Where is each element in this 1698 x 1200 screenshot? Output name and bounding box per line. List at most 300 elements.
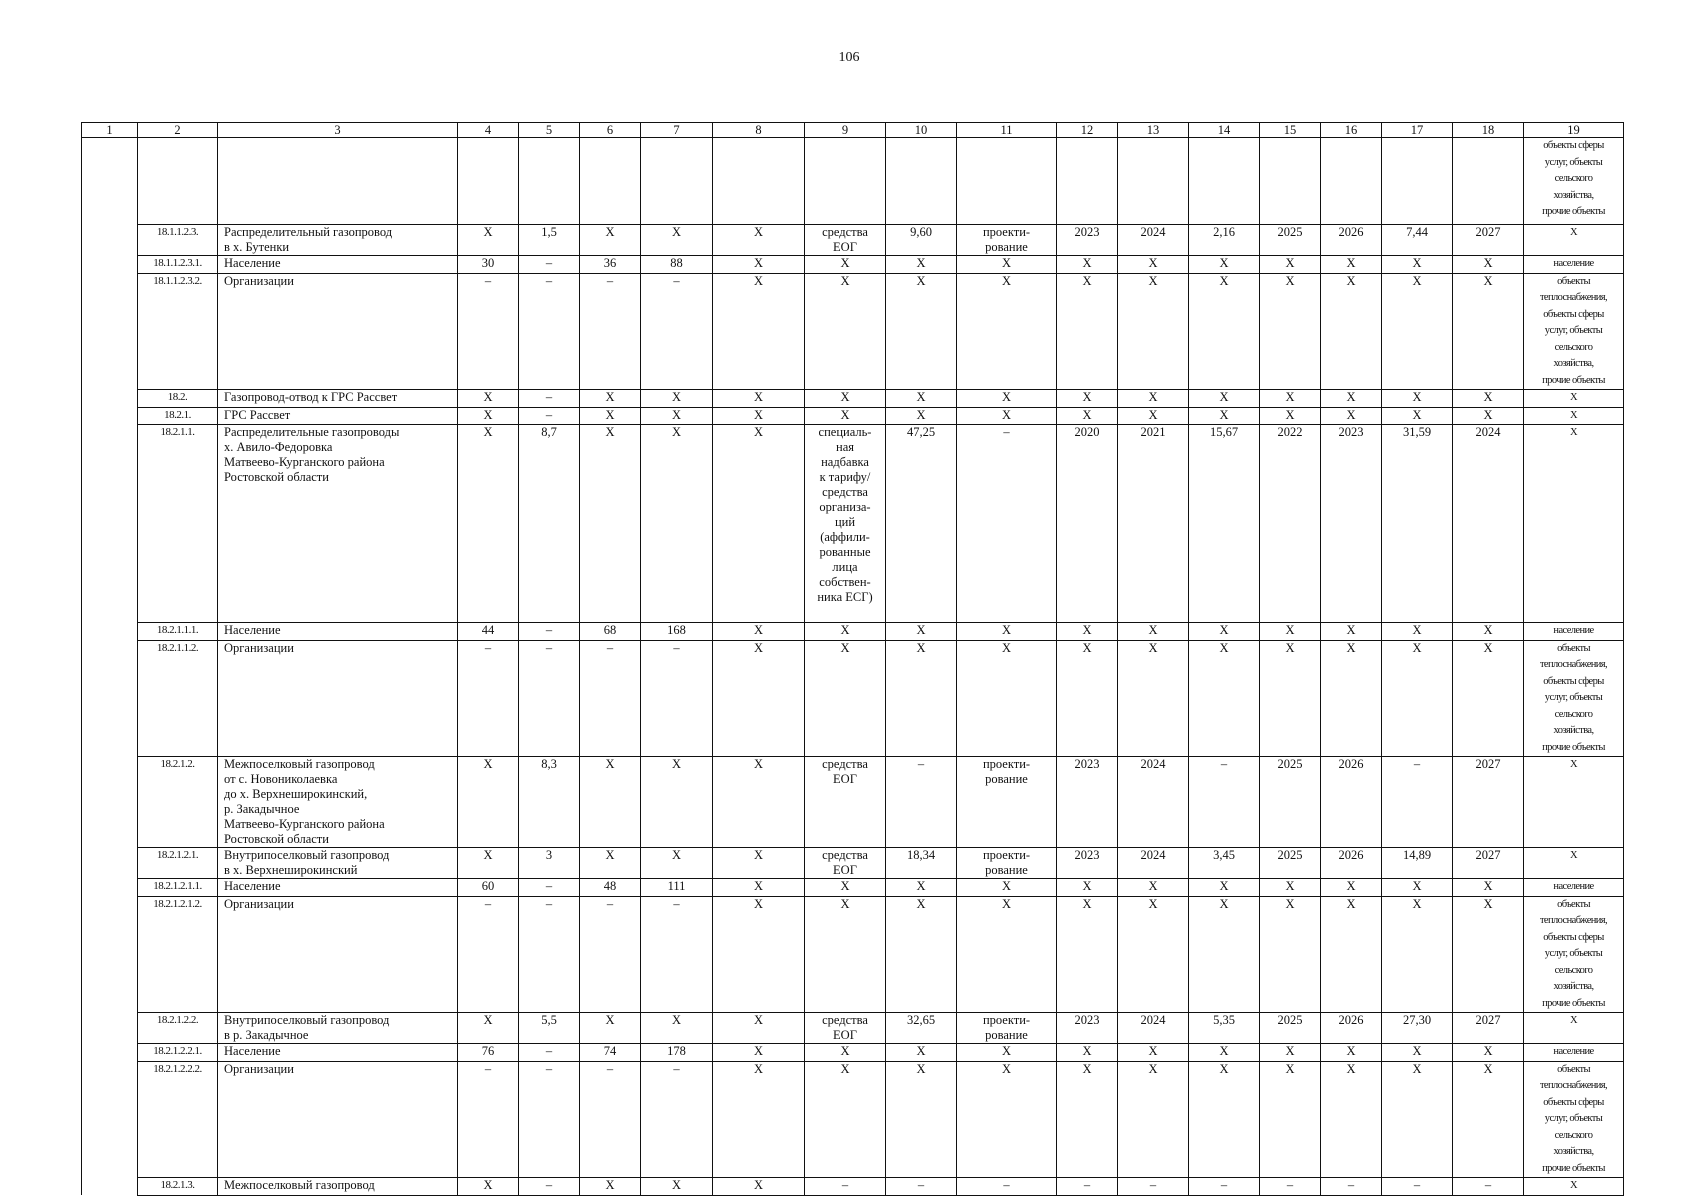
cell-col-3 bbox=[218, 138, 458, 225]
cell-col-11: Х bbox=[957, 1044, 1057, 1062]
cell-col-13: 2024 bbox=[1118, 225, 1189, 256]
cell-col-3: Организации bbox=[218, 273, 458, 390]
cell-col-7: – bbox=[641, 640, 713, 757]
cell-col-18: Х bbox=[1453, 273, 1524, 390]
cell-col-4: Х bbox=[458, 1178, 519, 1196]
cell-col-16: Х bbox=[1321, 407, 1382, 425]
cell-col-14: Х bbox=[1189, 390, 1260, 408]
cell-col-17: 31,59 bbox=[1382, 425, 1453, 623]
cell-col-9: Х bbox=[805, 1044, 886, 1062]
cell-col-18: Х bbox=[1453, 1044, 1524, 1062]
table-body bbox=[82, 138, 1624, 1196]
cell-col-1 bbox=[82, 425, 138, 623]
cell-col-7: Х bbox=[641, 390, 713, 408]
cell-col-3: Распределительные газопроводы х. Авило-Федоровка Матвеево-Курганского района Ростовской области bbox=[218, 425, 458, 623]
cell-col-1 bbox=[82, 225, 138, 256]
cell-col-13 bbox=[1118, 138, 1189, 225]
table-row bbox=[82, 623, 1624, 641]
cell-col-13: Х bbox=[1118, 256, 1189, 274]
cell-col-13: Х bbox=[1118, 623, 1189, 641]
cell-col-9: Х bbox=[805, 623, 886, 641]
cell-col-10: Х bbox=[886, 273, 957, 390]
table-row bbox=[82, 273, 1624, 390]
cell-col-16: Х bbox=[1321, 390, 1382, 408]
cell-col-5: – bbox=[519, 407, 580, 425]
table-row bbox=[82, 407, 1624, 425]
cell-col-5: – bbox=[519, 390, 580, 408]
cell-col-4 bbox=[458, 138, 519, 225]
cell-col-17: 27,30 bbox=[1382, 1013, 1453, 1044]
cell-col-3: Межпоселковый газопровод от с. Новониколаевка до х. Верхнеширокинский, р. Закадычное Матвеево-Курганского района Ростовской области bbox=[218, 757, 458, 848]
cell-col-11: проекти- рование bbox=[957, 757, 1057, 848]
cell-col-1 bbox=[82, 273, 138, 390]
cell-col-14: 2,16 bbox=[1189, 225, 1260, 256]
cell-col-9: Х bbox=[805, 256, 886, 274]
cell-col-13: 2024 bbox=[1118, 848, 1189, 879]
column-header-18: 18 bbox=[1453, 123, 1524, 138]
cell-col-8: Х bbox=[713, 879, 805, 897]
cell-col-15: Х bbox=[1260, 273, 1321, 390]
cell-col-8: Х bbox=[713, 1061, 805, 1178]
cell-col-19: Х bbox=[1524, 407, 1624, 425]
cell-col-16: 2026 bbox=[1321, 848, 1382, 879]
table-row bbox=[82, 848, 1624, 879]
cell-col-3: Организации bbox=[218, 640, 458, 757]
cell-col-10: – bbox=[886, 1178, 957, 1196]
cell-col-14: Х bbox=[1189, 879, 1260, 897]
cell-col-4: – bbox=[458, 640, 519, 757]
cell-col-18: Х bbox=[1453, 640, 1524, 757]
cell-col-4: 76 bbox=[458, 1044, 519, 1062]
cell-col-19: население bbox=[1524, 879, 1624, 897]
cell-col-7: 168 bbox=[641, 623, 713, 641]
cell-col-1 bbox=[82, 757, 138, 848]
cell-col-19: Х bbox=[1524, 425, 1624, 623]
cell-col-7: Х bbox=[641, 225, 713, 256]
cell-col-1 bbox=[82, 879, 138, 897]
cell-col-5: – bbox=[519, 1178, 580, 1196]
cell-col-5: – bbox=[519, 896, 580, 1013]
cell-col-11: Х bbox=[957, 623, 1057, 641]
cell-col-15: Х bbox=[1260, 1061, 1321, 1178]
cell-col-19: объекты теплоснабжения, объекты сферы услуг, объекты сельского хозяйства, прочие объекты bbox=[1524, 273, 1624, 390]
column-header-16: 16 bbox=[1321, 123, 1382, 138]
cell-col-10: 9,60 bbox=[886, 225, 957, 256]
table-row bbox=[82, 425, 1624, 623]
column-header-12: 12 bbox=[1057, 123, 1118, 138]
cell-col-15: Х bbox=[1260, 879, 1321, 897]
cell-col-19: Х bbox=[1524, 390, 1624, 408]
cell-col-10: Х bbox=[886, 896, 957, 1013]
cell-col-5: 8,3 bbox=[519, 757, 580, 848]
cell-col-4: Х bbox=[458, 225, 519, 256]
cell-col-9: Х bbox=[805, 273, 886, 390]
cell-col-17: Х bbox=[1382, 623, 1453, 641]
cell-col-16: Х bbox=[1321, 273, 1382, 390]
cell-col-2: 18.2.1.2.2. bbox=[138, 1013, 218, 1044]
cell-col-14: Х bbox=[1189, 640, 1260, 757]
cell-col-6: Х bbox=[580, 757, 641, 848]
cell-col-9: Х bbox=[805, 879, 886, 897]
cell-col-13: 2024 bbox=[1118, 1013, 1189, 1044]
cell-col-15: Х bbox=[1260, 1044, 1321, 1062]
cell-col-5: – bbox=[519, 640, 580, 757]
cell-col-16: Х bbox=[1321, 256, 1382, 274]
cell-col-17: 7,44 bbox=[1382, 225, 1453, 256]
cell-col-14: – bbox=[1189, 1178, 1260, 1196]
cell-col-16: 2026 bbox=[1321, 1013, 1382, 1044]
cell-col-5: – bbox=[519, 1061, 580, 1178]
table-row bbox=[82, 390, 1624, 408]
cell-col-17: Х bbox=[1382, 1044, 1453, 1062]
cell-col-6: – bbox=[580, 896, 641, 1013]
cell-col-14: Х bbox=[1189, 273, 1260, 390]
column-header-3: 3 bbox=[218, 123, 458, 138]
cell-col-10: 32,65 bbox=[886, 1013, 957, 1044]
cell-col-12: – bbox=[1057, 1178, 1118, 1196]
cell-col-2: 18.2.1.2.1. bbox=[138, 848, 218, 879]
column-header-8: 8 bbox=[713, 123, 805, 138]
cell-col-11: Х bbox=[957, 407, 1057, 425]
cell-col-16: Х bbox=[1321, 879, 1382, 897]
cell-col-4: 30 bbox=[458, 256, 519, 274]
cell-col-15: Х bbox=[1260, 896, 1321, 1013]
cell-col-1 bbox=[82, 640, 138, 757]
cell-col-16: Х bbox=[1321, 896, 1382, 1013]
cell-col-8: Х bbox=[713, 390, 805, 408]
cell-col-7: Х bbox=[641, 407, 713, 425]
cell-col-14: Х bbox=[1189, 1044, 1260, 1062]
cell-col-7: – bbox=[641, 273, 713, 390]
cell-col-1 bbox=[82, 848, 138, 879]
cell-col-15: Х bbox=[1260, 256, 1321, 274]
cell-col-10: Х bbox=[886, 256, 957, 274]
cell-col-2: 18.1.1.2.3. bbox=[138, 225, 218, 256]
cell-col-5: – bbox=[519, 1044, 580, 1062]
column-header-2: 2 bbox=[138, 123, 218, 138]
table-row bbox=[82, 1013, 1624, 1044]
cell-col-17: Х bbox=[1382, 640, 1453, 757]
cell-col-13: Х bbox=[1118, 273, 1189, 390]
cell-col-14: – bbox=[1189, 757, 1260, 848]
cell-col-9: средства ЕОГ bbox=[805, 848, 886, 879]
cell-col-16: Х bbox=[1321, 623, 1382, 641]
cell-col-2: 18.2.1.1.2. bbox=[138, 640, 218, 757]
cell-col-7: Х bbox=[641, 425, 713, 623]
cell-col-19: Х bbox=[1524, 1178, 1624, 1196]
cell-col-2: 18.1.1.2.3.1. bbox=[138, 256, 218, 274]
cell-col-6: – bbox=[580, 640, 641, 757]
cell-col-11: проекти- рование bbox=[957, 225, 1057, 256]
cell-col-12: Х bbox=[1057, 623, 1118, 641]
cell-col-13: 2024 bbox=[1118, 757, 1189, 848]
cell-col-1 bbox=[82, 623, 138, 641]
cell-col-12: Х bbox=[1057, 1061, 1118, 1178]
cell-col-5: – bbox=[519, 879, 580, 897]
cell-col-2: 18.1.1.2.3.2. bbox=[138, 273, 218, 390]
cell-col-11: Х bbox=[957, 390, 1057, 408]
cell-col-12: 2023 bbox=[1057, 1013, 1118, 1044]
cell-col-12: 2023 bbox=[1057, 225, 1118, 256]
cell-col-10: – bbox=[886, 757, 957, 848]
cell-col-19: объекты теплоснабжения, объекты сферы услуг, объекты сельского хозяйства, прочие объекты bbox=[1524, 1061, 1624, 1178]
cell-col-4: – bbox=[458, 273, 519, 390]
table-row bbox=[82, 757, 1624, 848]
cell-col-2 bbox=[138, 138, 218, 225]
cell-col-7: Х bbox=[641, 1013, 713, 1044]
cell-col-6: Х bbox=[580, 848, 641, 879]
cell-col-7: Х bbox=[641, 1178, 713, 1196]
cell-col-6: – bbox=[580, 273, 641, 390]
cell-col-1 bbox=[82, 1178, 138, 1196]
cell-col-9: специаль- ная надбавка к тарифу/ средства организа- ций (аффили- рованные лица собствен- ника ЕСГ) bbox=[805, 425, 886, 623]
column-header-10: 10 bbox=[886, 123, 957, 138]
cell-col-17: Х bbox=[1382, 896, 1453, 1013]
cell-col-16: 2026 bbox=[1321, 225, 1382, 256]
cell-col-15: – bbox=[1260, 1178, 1321, 1196]
cell-col-12: Х bbox=[1057, 390, 1118, 408]
cell-col-4: Х bbox=[458, 425, 519, 623]
cell-col-11: – bbox=[957, 425, 1057, 623]
cell-col-18: Х bbox=[1453, 407, 1524, 425]
cell-col-5: – bbox=[519, 273, 580, 390]
table-row bbox=[82, 225, 1624, 256]
column-header-11: 11 bbox=[957, 123, 1057, 138]
cell-col-17: Х bbox=[1382, 1061, 1453, 1178]
table-row bbox=[82, 1061, 1624, 1178]
cell-col-10: 47,25 bbox=[886, 425, 957, 623]
cell-col-1 bbox=[82, 896, 138, 1013]
cell-col-9: средства ЕОГ bbox=[805, 757, 886, 848]
cell-col-3: Население bbox=[218, 256, 458, 274]
cell-col-15: 2025 bbox=[1260, 848, 1321, 879]
cell-col-17 bbox=[1382, 138, 1453, 225]
cell-col-8: Х bbox=[713, 896, 805, 1013]
cell-col-8: Х bbox=[713, 256, 805, 274]
cell-col-6: 36 bbox=[580, 256, 641, 274]
cell-col-12: Х bbox=[1057, 896, 1118, 1013]
cell-col-12: Х bbox=[1057, 640, 1118, 757]
cell-col-15: 2025 bbox=[1260, 757, 1321, 848]
cell-col-8: Х bbox=[713, 1178, 805, 1196]
cell-col-18: Х bbox=[1453, 896, 1524, 1013]
cell-col-12: Х bbox=[1057, 273, 1118, 390]
cell-col-15: Х bbox=[1260, 407, 1321, 425]
table-row bbox=[82, 138, 1624, 225]
cell-col-16: 2026 bbox=[1321, 757, 1382, 848]
cell-col-12: Х bbox=[1057, 407, 1118, 425]
cell-col-2: 18.2.1.3. bbox=[138, 1178, 218, 1196]
cell-col-18 bbox=[1453, 138, 1524, 225]
column-header-14: 14 bbox=[1189, 123, 1260, 138]
cell-col-14: Х bbox=[1189, 1061, 1260, 1178]
cell-col-9: средства ЕОГ bbox=[805, 1013, 886, 1044]
cell-col-8: Х bbox=[713, 273, 805, 390]
cell-col-6: 68 bbox=[580, 623, 641, 641]
cell-col-11: Х bbox=[957, 879, 1057, 897]
cell-col-8: Х bbox=[713, 640, 805, 757]
cell-col-18: – bbox=[1453, 1178, 1524, 1196]
cell-col-1 bbox=[82, 407, 138, 425]
cell-col-11: Х bbox=[957, 896, 1057, 1013]
cell-col-11: Х bbox=[957, 640, 1057, 757]
cell-col-4: Х bbox=[458, 407, 519, 425]
cell-col-10: Х bbox=[886, 407, 957, 425]
cell-col-10: Х bbox=[886, 1044, 957, 1062]
cell-col-18: Х bbox=[1453, 1061, 1524, 1178]
cell-col-18: Х bbox=[1453, 256, 1524, 274]
cell-col-14: Х bbox=[1189, 256, 1260, 274]
cell-col-12: Х bbox=[1057, 256, 1118, 274]
cell-col-9: средства ЕОГ bbox=[805, 225, 886, 256]
cell-col-6: Х bbox=[580, 390, 641, 408]
cell-col-9: Х bbox=[805, 896, 886, 1013]
cell-col-19: Х bbox=[1524, 1013, 1624, 1044]
cell-col-10: Х bbox=[886, 1061, 957, 1178]
cell-col-2: 18.2.1.1.1. bbox=[138, 623, 218, 641]
cell-col-11: Х bbox=[957, 256, 1057, 274]
cell-col-2: 18.2.1.2.1.2. bbox=[138, 896, 218, 1013]
cell-col-16 bbox=[1321, 138, 1382, 225]
cell-col-16: 2023 bbox=[1321, 425, 1382, 623]
cell-col-5: 3 bbox=[519, 848, 580, 879]
cell-col-12: Х bbox=[1057, 879, 1118, 897]
cell-col-15: Х bbox=[1260, 390, 1321, 408]
cell-col-3: Межпоселковый газопровод bbox=[218, 1178, 458, 1196]
cell-col-8: Х bbox=[713, 225, 805, 256]
cell-col-9: Х bbox=[805, 640, 886, 757]
cell-col-13: Х bbox=[1118, 879, 1189, 897]
cell-col-15: 2025 bbox=[1260, 1013, 1321, 1044]
page-number: 106 bbox=[838, 50, 860, 65]
cell-col-6: Х bbox=[580, 1178, 641, 1196]
cell-col-17: Х bbox=[1382, 407, 1453, 425]
cell-col-17: Х bbox=[1382, 273, 1453, 390]
table-row bbox=[82, 1178, 1624, 1196]
cell-col-8: Х bbox=[713, 848, 805, 879]
cell-col-15: 2022 bbox=[1260, 425, 1321, 623]
cell-col-7 bbox=[641, 138, 713, 225]
cell-col-3: Внутрипоселковый газопровод в х. Верхнеширокинский bbox=[218, 848, 458, 879]
cell-col-12: 2023 bbox=[1057, 848, 1118, 879]
cell-col-3: Организации bbox=[218, 896, 458, 1013]
cell-col-15: 2025 bbox=[1260, 225, 1321, 256]
cell-col-7: Х bbox=[641, 757, 713, 848]
cell-col-4: – bbox=[458, 1061, 519, 1178]
cell-col-9: Х bbox=[805, 390, 886, 408]
cell-col-14 bbox=[1189, 138, 1260, 225]
table-row bbox=[82, 1044, 1624, 1062]
cell-col-19: население bbox=[1524, 623, 1624, 641]
cell-col-12 bbox=[1057, 138, 1118, 225]
cell-col-14: Х bbox=[1189, 896, 1260, 1013]
cell-col-13: Х bbox=[1118, 640, 1189, 757]
cell-col-6: Х bbox=[580, 425, 641, 623]
cell-col-4: Х bbox=[458, 757, 519, 848]
cell-col-6: Х bbox=[580, 225, 641, 256]
cell-col-11: проекти- рование bbox=[957, 1013, 1057, 1044]
cell-col-18: 2027 bbox=[1453, 757, 1524, 848]
cell-col-19: население bbox=[1524, 256, 1624, 274]
cell-col-8: Х bbox=[713, 1044, 805, 1062]
cell-col-7: 178 bbox=[641, 1044, 713, 1062]
cell-col-5: – bbox=[519, 623, 580, 641]
table-row bbox=[82, 879, 1624, 897]
cell-col-3: Население bbox=[218, 1044, 458, 1062]
cell-col-6: Х bbox=[580, 1013, 641, 1044]
cell-col-8: Х bbox=[713, 425, 805, 623]
cell-col-16: Х bbox=[1321, 1061, 1382, 1178]
cell-col-9 bbox=[805, 138, 886, 225]
cell-col-4: Х bbox=[458, 1013, 519, 1044]
cell-col-11: проекти- рование bbox=[957, 848, 1057, 879]
cell-col-4: 60 bbox=[458, 879, 519, 897]
cell-col-17: – bbox=[1382, 757, 1453, 848]
column-header-4: 4 bbox=[458, 123, 519, 138]
cell-col-3: Газопровод-отвод к ГРС Рассвет bbox=[218, 390, 458, 408]
cell-col-18: 2027 bbox=[1453, 225, 1524, 256]
column-header-13: 13 bbox=[1118, 123, 1189, 138]
cell-col-13: Х bbox=[1118, 390, 1189, 408]
cell-col-5: – bbox=[519, 256, 580, 274]
cell-col-1 bbox=[82, 1061, 138, 1178]
cell-col-17: Х bbox=[1382, 390, 1453, 408]
cell-col-10: Х bbox=[886, 879, 957, 897]
cell-col-1 bbox=[82, 390, 138, 408]
cell-col-7: – bbox=[641, 896, 713, 1013]
cell-col-6: 74 bbox=[580, 1044, 641, 1062]
cell-col-19: население bbox=[1524, 1044, 1624, 1062]
cell-col-18: Х bbox=[1453, 623, 1524, 641]
column-header-5: 5 bbox=[519, 123, 580, 138]
cell-col-11: – bbox=[957, 1178, 1057, 1196]
cell-col-9: Х bbox=[805, 407, 886, 425]
cell-col-8: Х bbox=[713, 757, 805, 848]
cell-col-13: Х bbox=[1118, 1044, 1189, 1062]
cell-col-7: 88 bbox=[641, 256, 713, 274]
cell-col-1 bbox=[82, 256, 138, 274]
cell-col-18: 2027 bbox=[1453, 1013, 1524, 1044]
cell-col-19: объекты теплоснабжения, объекты сферы услуг, объекты сельского хозяйства, прочие объекты bbox=[1524, 896, 1624, 1013]
cell-col-3: Население bbox=[218, 879, 458, 897]
cell-col-2: 18.2.1.2.2.1. bbox=[138, 1044, 218, 1062]
cell-col-3: Внутрипоселковый газопровод в р. Закадычное bbox=[218, 1013, 458, 1044]
cell-col-8: Х bbox=[713, 1013, 805, 1044]
cell-col-4: – bbox=[458, 896, 519, 1013]
cell-col-7: 111 bbox=[641, 879, 713, 897]
column-number-row bbox=[82, 123, 1624, 138]
cell-col-14: 3,45 bbox=[1189, 848, 1260, 879]
cell-col-2: 18.2.1.2.1.1. bbox=[138, 879, 218, 897]
cell-col-7: Х bbox=[641, 848, 713, 879]
cell-col-3: Население bbox=[218, 623, 458, 641]
cell-col-10: 18,34 bbox=[886, 848, 957, 879]
column-header-9: 9 bbox=[805, 123, 886, 138]
cell-col-8: Х bbox=[713, 623, 805, 641]
cell-col-2: 18.2.1. bbox=[138, 407, 218, 425]
cell-col-4: 44 bbox=[458, 623, 519, 641]
cell-col-19: Х bbox=[1524, 225, 1624, 256]
cell-col-13: – bbox=[1118, 1178, 1189, 1196]
cell-col-11: Х bbox=[957, 273, 1057, 390]
cell-col-12: 2023 bbox=[1057, 757, 1118, 848]
cell-col-2: 18.2.1.2.2.2. bbox=[138, 1061, 218, 1178]
cell-col-14: Х bbox=[1189, 623, 1260, 641]
cell-col-15: Х bbox=[1260, 623, 1321, 641]
cell-col-3: Распределительный газопровод в х. Бутенки bbox=[218, 225, 458, 256]
cell-col-13: Х bbox=[1118, 896, 1189, 1013]
cell-col-19: Х bbox=[1524, 757, 1624, 848]
